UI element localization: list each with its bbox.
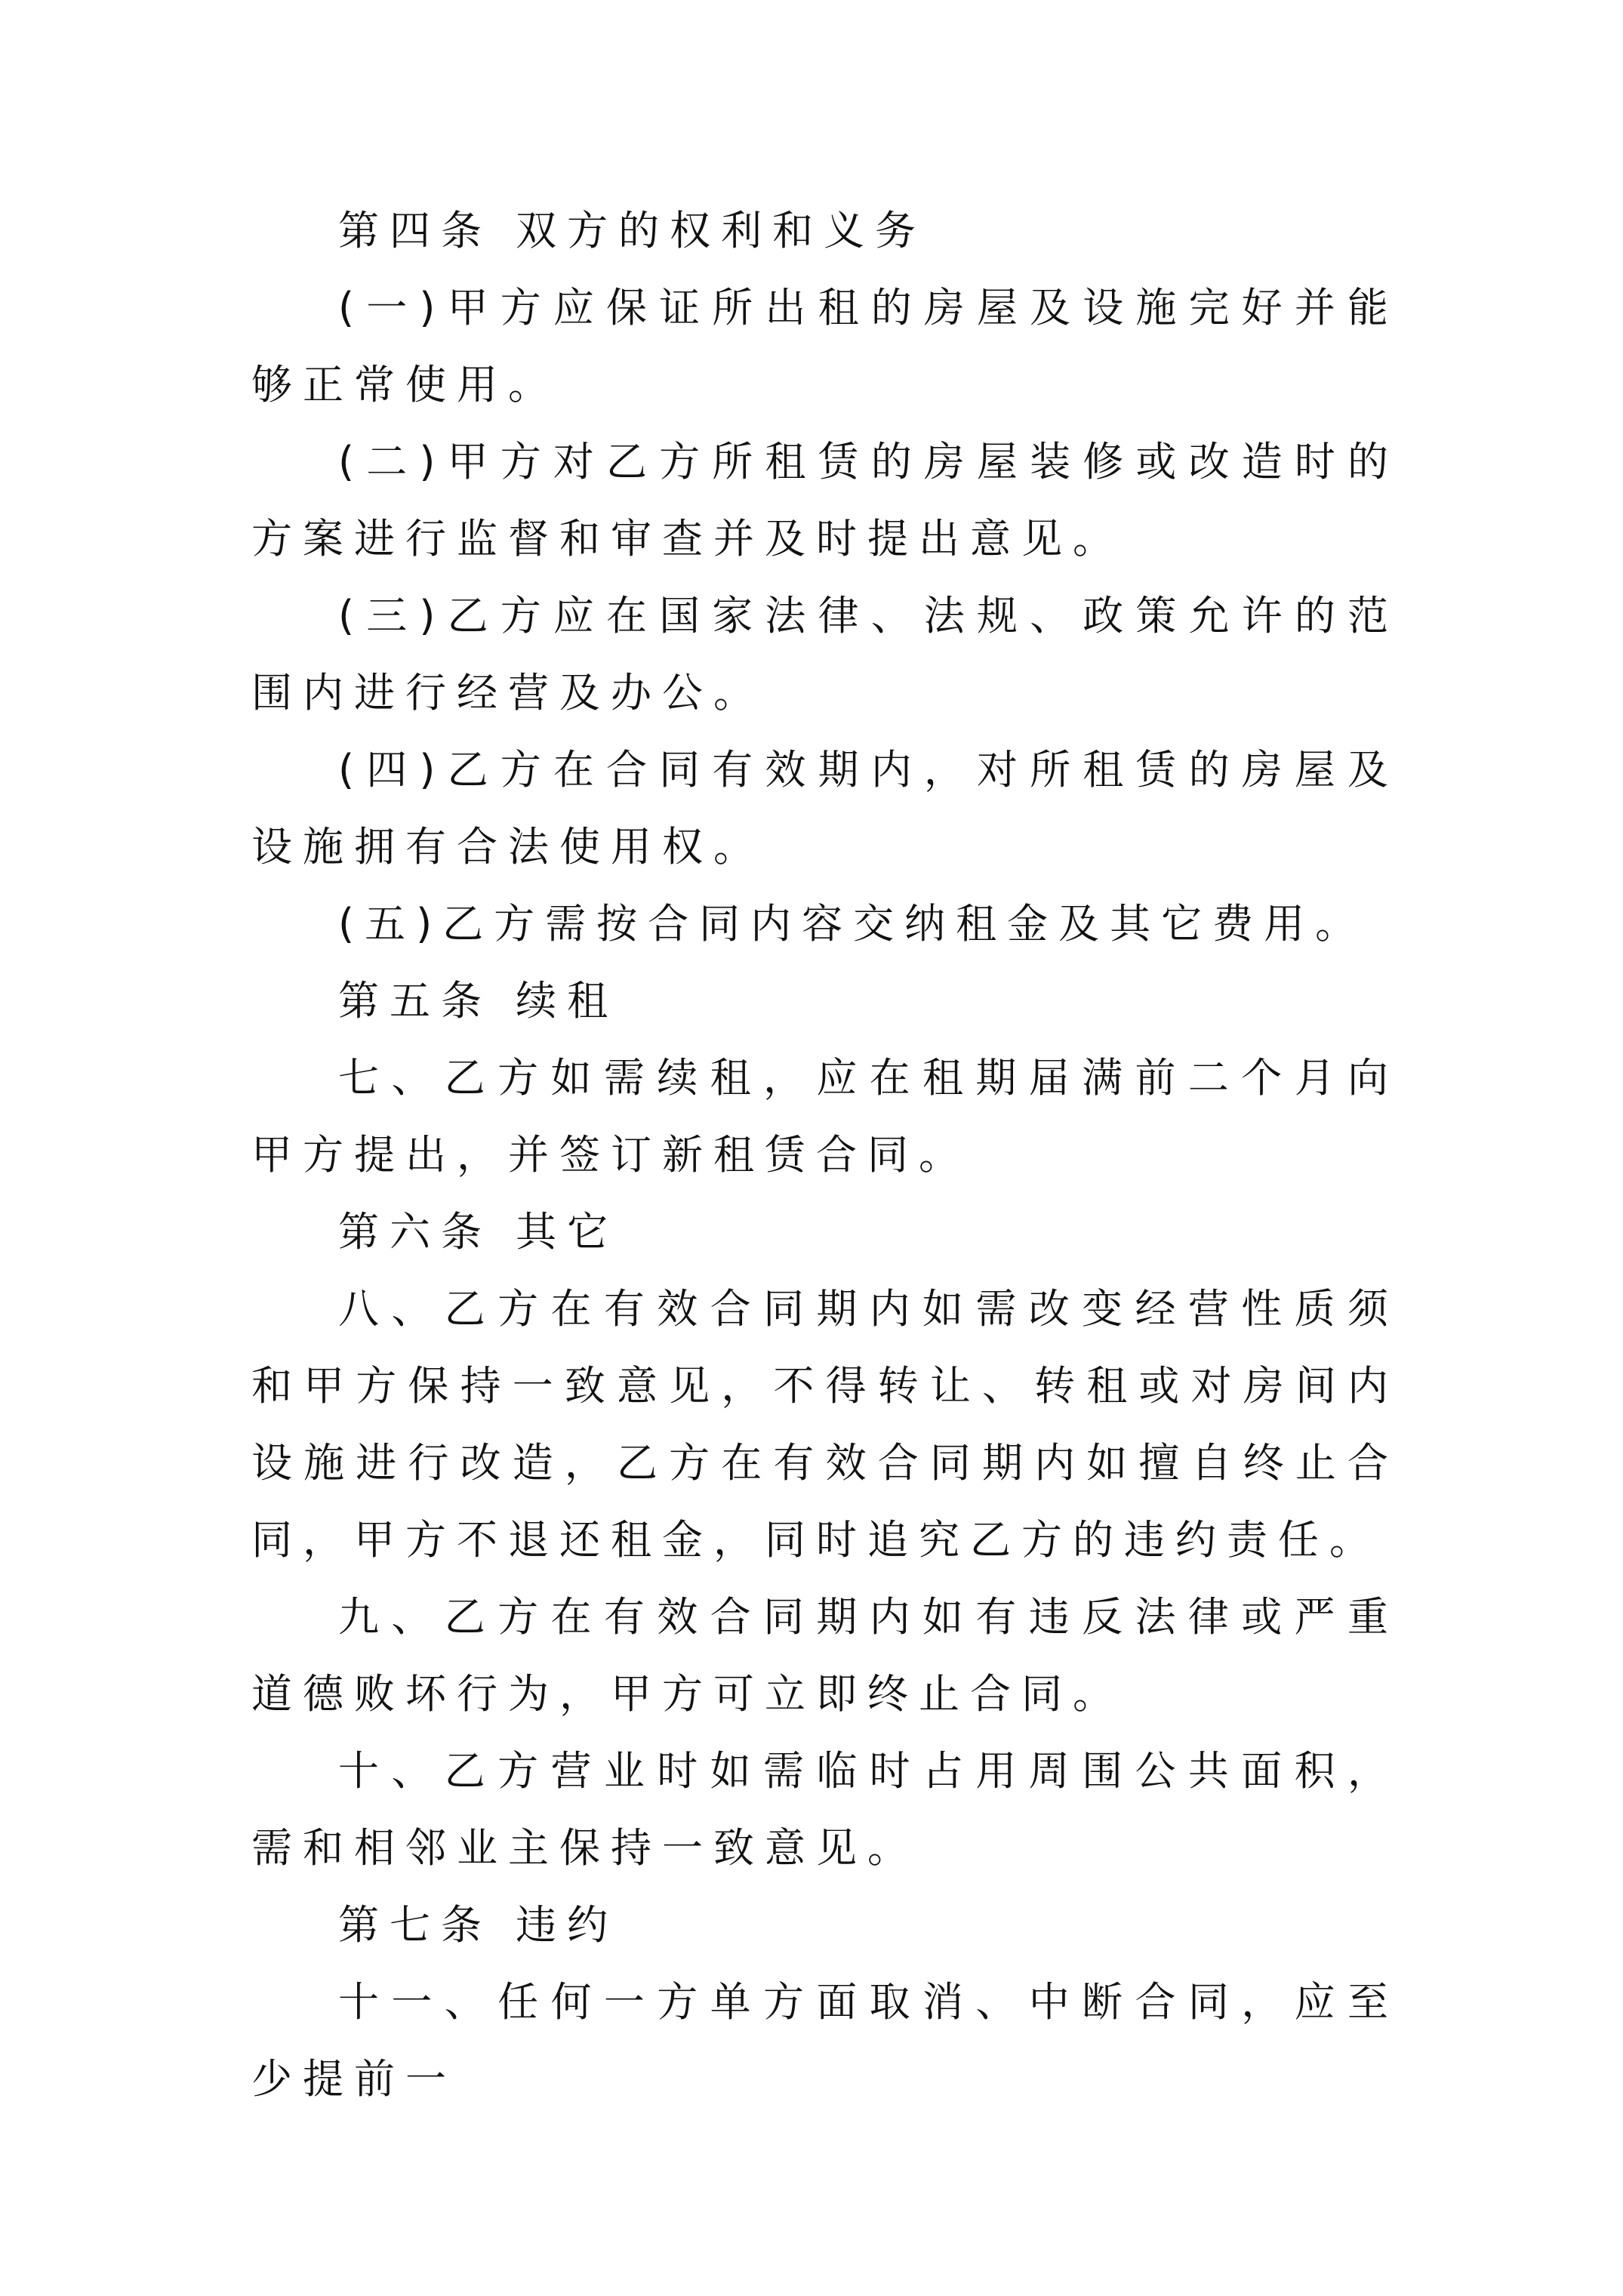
article-5-heading: 第五条 续租 <box>338 977 619 1025</box>
clause-paragraph: 七、乙方如需续租，应在租期届满前二个月向甲方提出，并签订新租赁合同。 <box>251 1054 1399 1179</box>
contract-body <box>251 193 1399 2118</box>
article-6-heading: 第六条 其它 <box>338 1208 619 1256</box>
clause-paragraph: 八、乙方在有效合同期内如需改变经营性质须和甲方保持一致意见，不得转让、转租或对房间内设施进行改造，乙方在有效合同期内如擅自终止合同，甲方不退还租金，同时追究乙方的违约责任。 <box>251 1285 1399 1564</box>
clause-paragraph: 十、乙方营业时如需临时占用周围公共面积，需和相邻业主保持一致意见。 <box>251 1747 1399 1872</box>
article-4-heading: 第四条 双方的权利和义务 <box>338 207 927 254</box>
clause-paragraph: 十一、任何一方单方面取消、中断合同，应至少提前一 <box>251 1978 1399 2103</box>
clause-paragraph: (一)甲方应保证所出租的房屋及设施完好并能够正常使用。 <box>251 284 1399 408</box>
article-7-heading: 第七条 违约 <box>338 1901 619 1949</box>
clause-paragraph: 九、乙方在有效合同期内如有违反法律或严重道德败坏行为，甲方可立即终止合同。 <box>251 1593 1399 1718</box>
clause-paragraph: (四)乙方在合同有效期内，对所租赁的房屋及设施拥有合法使用权。 <box>251 746 1399 871</box>
clause-paragraph: (三)乙方应在国家法律、法规、政策允许的范围内进行经营及办公。 <box>251 592 1399 717</box>
clause-paragraph: (二)甲方对乙方所租赁的房屋装修或改造时的方案进行监督和审查并及时提出意见。 <box>251 438 1399 562</box>
clause-paragraph: (五)乙方需按合同内容交纳租金及其它费用。 <box>338 900 1367 948</box>
